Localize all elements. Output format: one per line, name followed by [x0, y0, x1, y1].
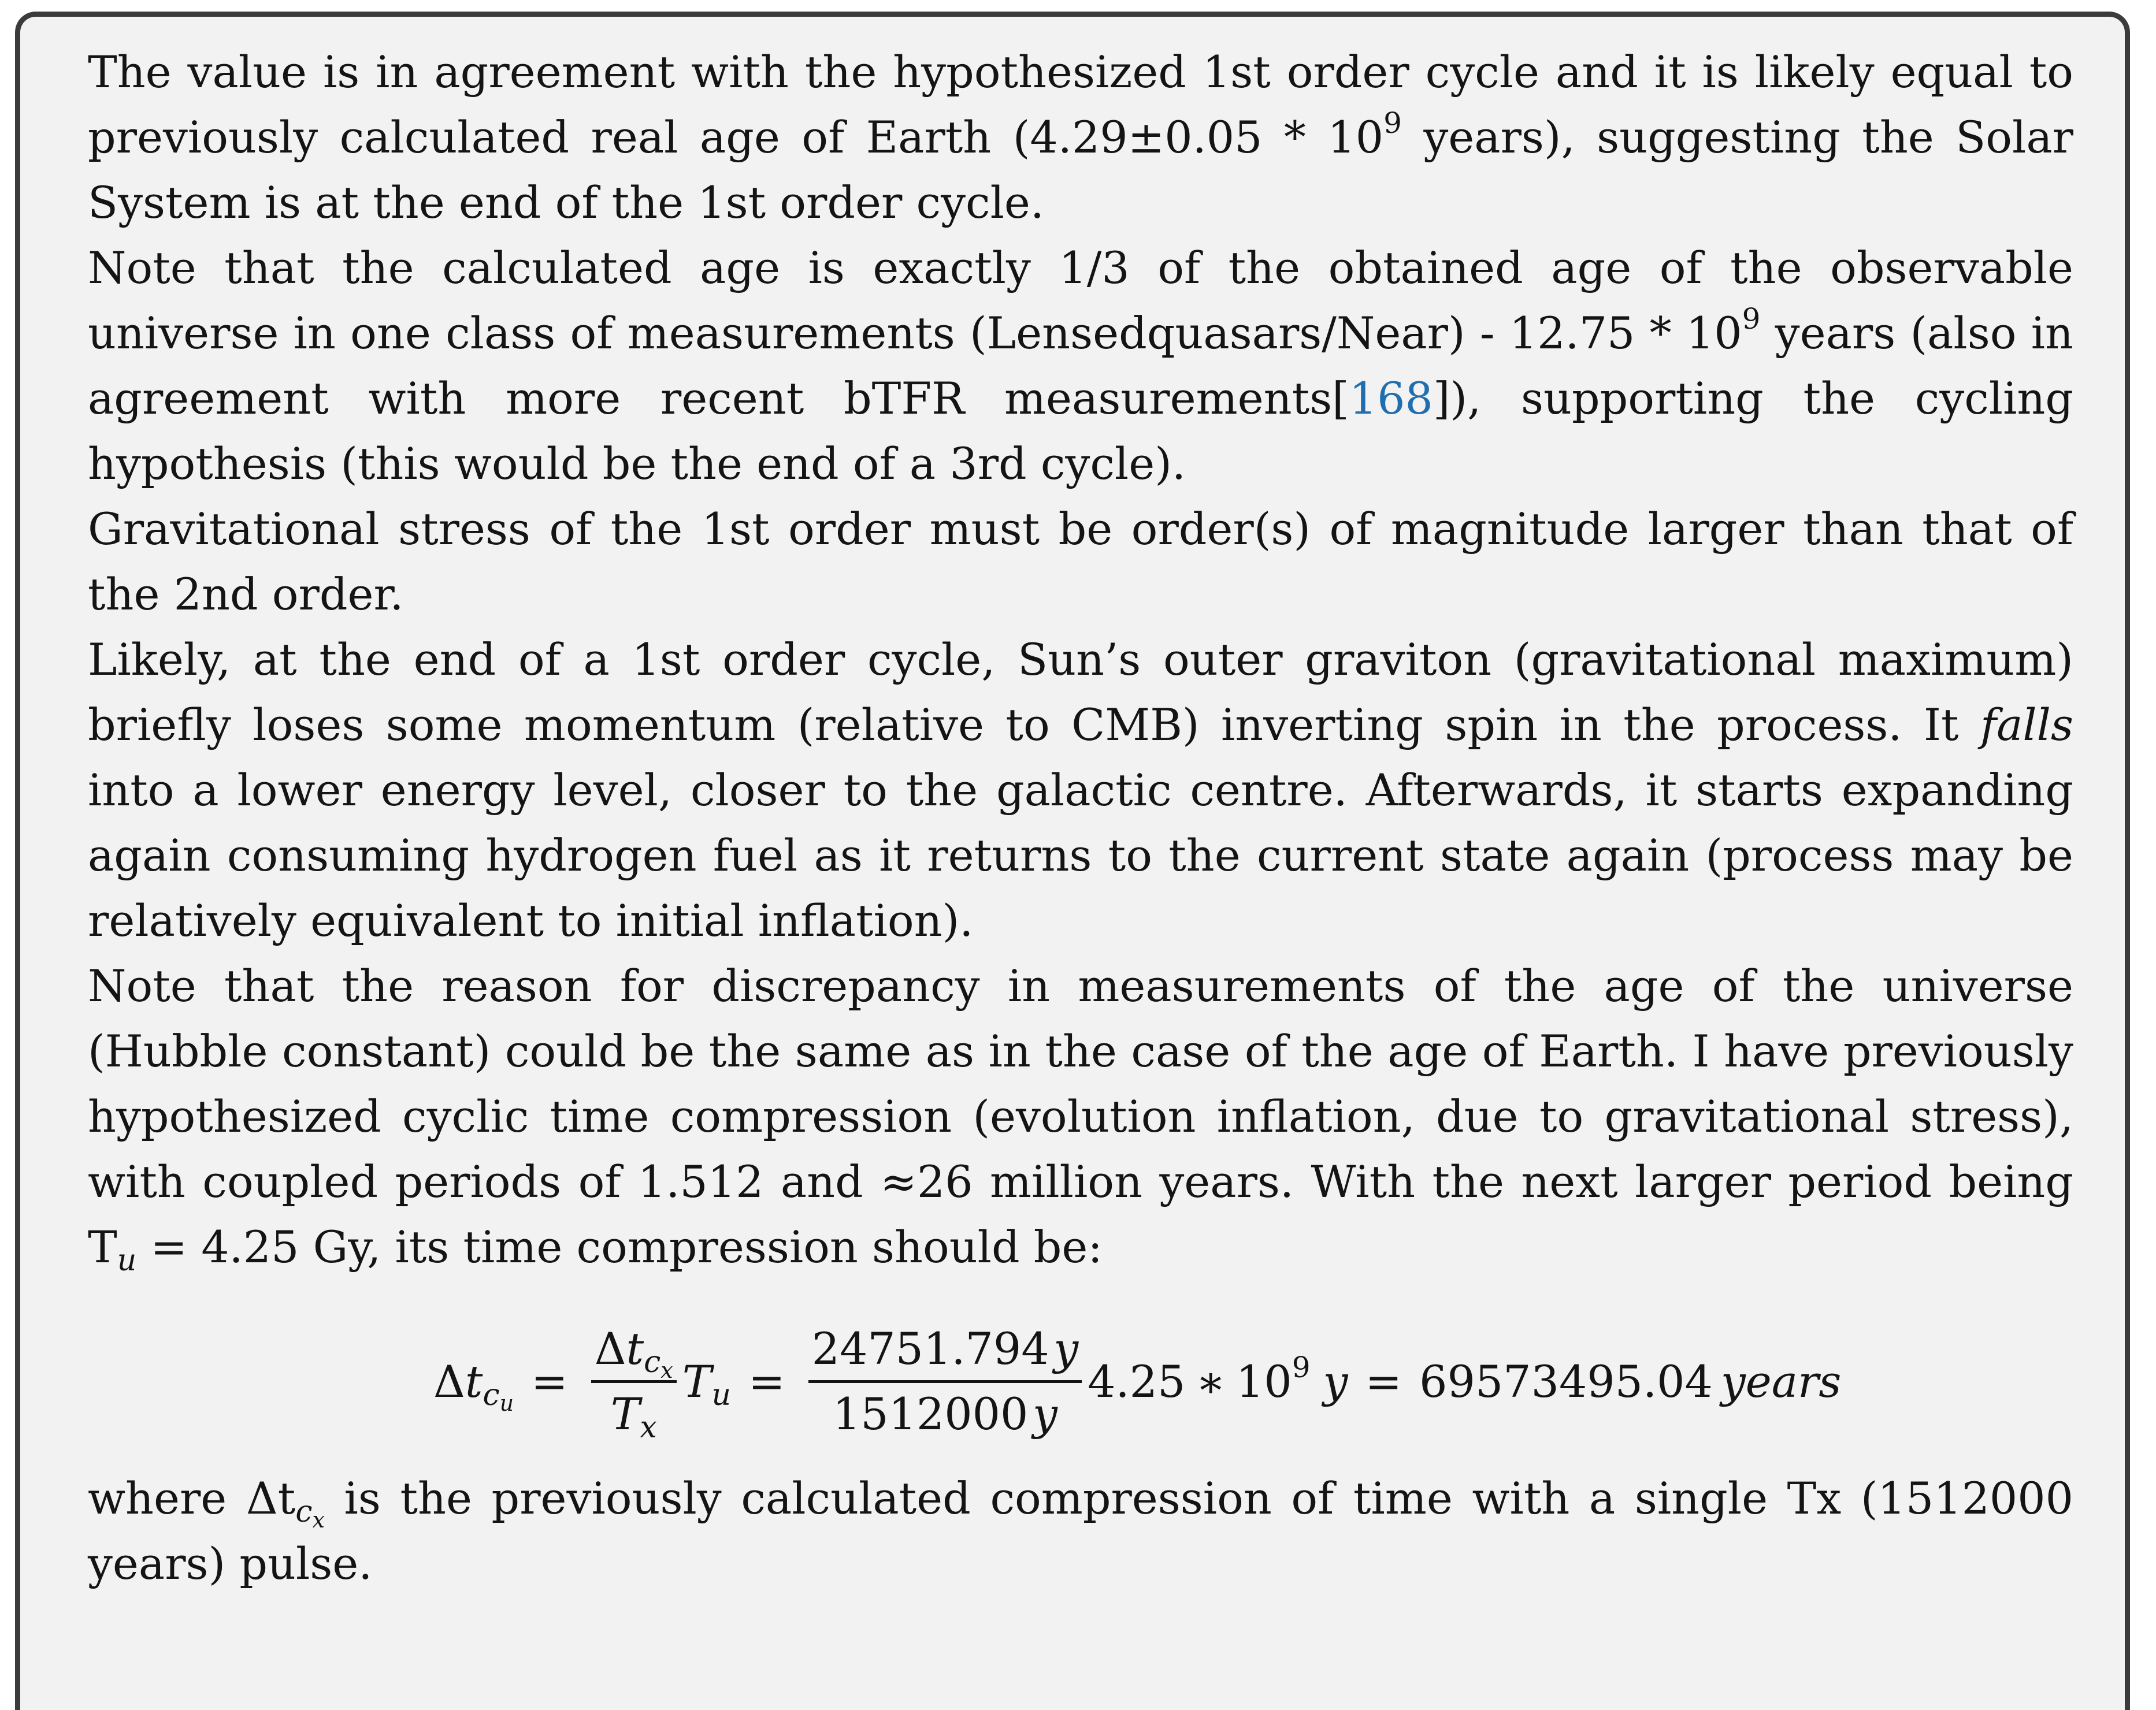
- period-term: [682, 1349, 731, 1414]
- fraction-numerator: [591, 1320, 677, 1383]
- equals-sign: =: [748, 1355, 785, 1407]
- unit-y: y: [1032, 1388, 1057, 1440]
- fraction-denominator: [607, 1383, 660, 1443]
- paragraph-earth-age: [88, 39, 2073, 235]
- paragraph-text: = 4.25 Gy, its time compression should be:: [136, 1221, 1103, 1273]
- paragraph-hubble-discrepancy: [88, 953, 2073, 1280]
- paragraph-text: where Δt: [88, 1473, 296, 1524]
- document-body: [88, 39, 2073, 1596]
- subscript-x: x: [660, 1357, 673, 1383]
- exponent: 9: [1292, 1350, 1311, 1384]
- delta-symbol: Δ: [594, 1322, 626, 1374]
- result-value: 69573495.04: [1419, 1355, 1713, 1407]
- subscript-c: c: [644, 1344, 661, 1380]
- subscript-x: x: [312, 1507, 325, 1533]
- fraction-compression-ratio: [591, 1320, 677, 1443]
- variable-t: t: [626, 1322, 644, 1374]
- fraction-numeric: [808, 1320, 1082, 1443]
- base-ten: 10: [1236, 1355, 1292, 1407]
- display-equation: [88, 1308, 2073, 1454]
- subscript-u: u: [711, 1377, 731, 1412]
- subscript-c: c: [295, 1495, 313, 1529]
- paragraph-gravitational-stress: Gravitational stress of the 1st order must be order(s) of magnitude larger than that of the 2nd order.: [88, 503, 2073, 620]
- subscript-c: c: [483, 1377, 500, 1412]
- variable-T: T: [682, 1355, 712, 1407]
- denominator-value: 1512000: [832, 1388, 1029, 1440]
- variable-t: t: [465, 1355, 483, 1407]
- equation-lhs: [433, 1349, 514, 1414]
- paragraph-text: The value is in agreement with the hypothesized 1st order cycle and it is likely equal to previously calculated real age of Earth (4.29±0.05 * 10: [88, 46, 2073, 163]
- subscript-u: u: [499, 1390, 514, 1416]
- citation-link[interactable]: 168: [1349, 373, 1433, 424]
- subscript: [295, 1495, 325, 1533]
- paragraph-where-clause: [88, 1466, 2073, 1596]
- numerator-value: 24751.794: [811, 1322, 1049, 1374]
- subscript-x: x: [640, 1410, 657, 1445]
- paragraph-text: years), suggesting the Solar System is at the end of the 1st order cycle.: [88, 111, 2073, 228]
- paragraph-sun-graviton: [88, 627, 2073, 953]
- fraction-denominator: [829, 1383, 1061, 1443]
- variable-T: T: [610, 1388, 640, 1440]
- unit-y: y: [1053, 1322, 1079, 1374]
- result-unit: years: [1720, 1355, 1842, 1407]
- paragraph-text: Note that the reason for discrepancy in measurements of the age of the universe (Hubble constant) could be the same as in the case of the age of Earth. I have previously hypothesized cyclic time compression (evolution inflation, due to gravitational stress), with coupled periods of 1.512 and ≈26 million years. With the next larger period being T: [88, 960, 2073, 1273]
- times-symbol: ∗: [1196, 1355, 1226, 1407]
- delta-symbol: Δ: [433, 1355, 465, 1407]
- paragraph-text: Likely, at the end of a 1st order cycle, Sun’s outer graviton (gravitational maximum) briefly loses some momentum (relative to CMB) inverting spin in the process. It: [88, 634, 2073, 750]
- fraction-numerator: [808, 1320, 1082, 1383]
- equals-sign: =: [1365, 1355, 1402, 1407]
- multiplier-value: 4.25: [1088, 1355, 1186, 1407]
- subscript: [644, 1344, 673, 1383]
- paragraph-text: is the previously calculated compression of time with a single Tx (1512000 years) pulse.: [88, 1473, 2073, 1589]
- paragraph-text: ]), supporting the cycling hypothesis (this would be the end of a 3rd cycle).: [88, 373, 2073, 489]
- paragraph-universe-age: [88, 235, 2073, 496]
- subscript: u: [117, 1243, 137, 1278]
- unit-y: y: [1323, 1355, 1348, 1407]
- paragraph-text: into a lower energy level, closer to the galactic centre. Afterwards, it starts expanding again consuming hydrogen fuel as it returns to the current state again (process may be relatively equivalent to initial inflation).: [88, 764, 2073, 946]
- paragraph-text: years (also in agreement with more recent bTFR measurements[: [88, 307, 2073, 424]
- subscript: [483, 1377, 514, 1416]
- equation-row: [433, 1308, 1841, 1454]
- equals-sign: =: [531, 1355, 568, 1407]
- exponent: 9: [1742, 302, 1761, 336]
- emphasis: falls: [1980, 699, 2073, 750]
- exponent: 9: [1383, 106, 1402, 140]
- paragraph-text: Note that the calculated age is exactly 1/3 of the obtained age of the observable universe in one class of measurements (Lensedquasars/Near) - 12.75 * 10: [88, 242, 2073, 359]
- power-of-ten: [1236, 1349, 1311, 1414]
